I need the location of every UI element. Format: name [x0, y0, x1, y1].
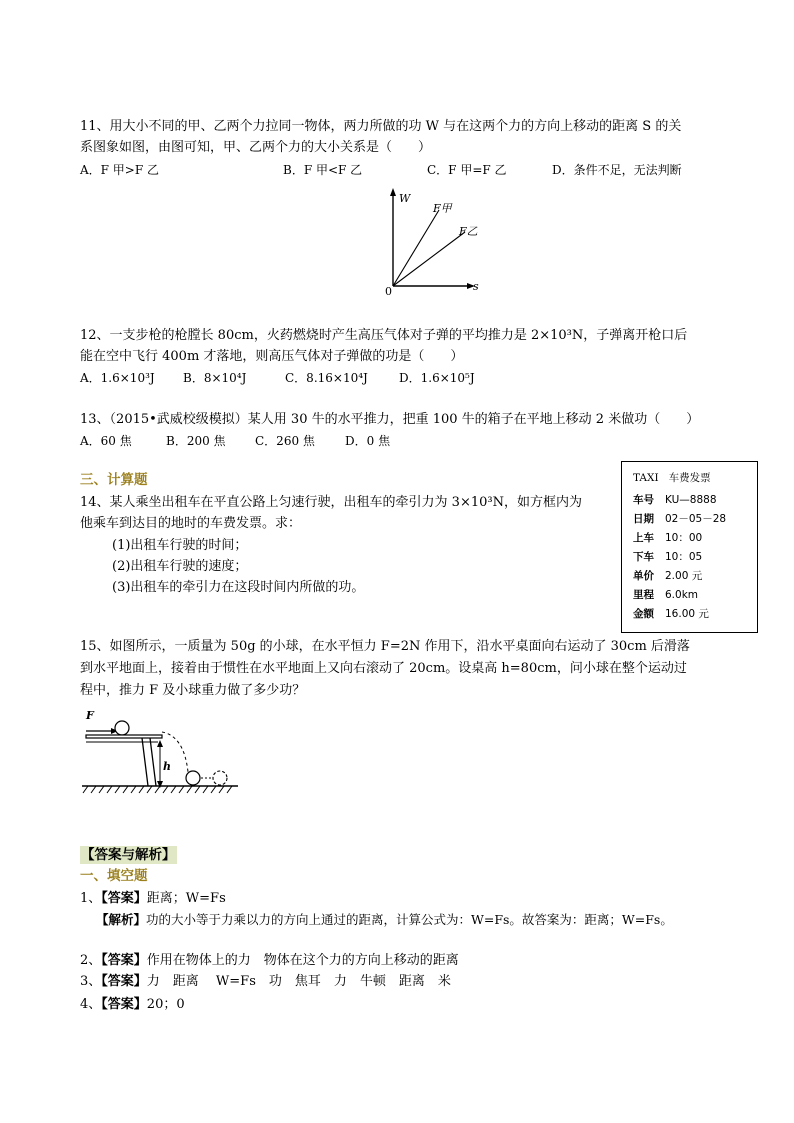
taxi-row-mileage: 里程 6.0km	[633, 589, 699, 601]
answer-3: 3、【答案】力 距离 W=Fs 功 焦耳 力 牛顿 距离 米	[80, 974, 451, 989]
q14-item-1: (1)出租车行驶的时间；	[112, 538, 248, 553]
force-label: F	[86, 709, 94, 722]
q11-line1: 11、用大小不同的甲、乙两个力拉同一物体，两力所做的功 W 与在这两个力的方向上移动的距离 S 的关	[80, 119, 682, 134]
ball-start	[115, 721, 129, 735]
taxi-row-amount: 金额 16.00 元	[633, 608, 709, 620]
answer-1-explanation: 【解析】功的大小等于力乘以力的方向上通过的距离，计算公式为：W=Fs。故答案为：距离；W=Fs。	[96, 912, 673, 927]
taxi-row-alight: 下车 10：05	[633, 551, 703, 563]
graph-y-label: W	[399, 192, 411, 205]
ball-end	[213, 771, 227, 785]
table-top	[86, 735, 162, 738]
taxi-receipt	[621, 461, 758, 633]
section-calculation-heading: 三、计算题	[80, 472, 148, 488]
q14-line2: 他乘车到达目的地时的车费发票。求：	[80, 516, 302, 531]
graph-label-jia: F甲	[433, 202, 452, 215]
q15-line1: 15、如图所示，一质量为 50g 的小球，在水平恒力 F=2N 作用下，沿水平桌面向右运动了 30cm 后滑落	[80, 639, 690, 654]
q15-line2: 到水平地面上，接着由于惯性在水平地面上又向右滚动了 20cm。设桌高 h=80cm，问小球在整个运动过	[80, 661, 687, 676]
q14-item-3: (3)出租车的牵引力在这段时间内所做的功。	[112, 580, 365, 595]
answers-section1: 一、填空题	[80, 868, 148, 884]
answer-4: 4、【答案】20；0	[80, 997, 185, 1012]
q13-line1: 13、（2015•武威校级模拟）某人用 30 牛的水平推力，把重 100 牛的箱子在平地上移动 2 米做功（ ）	[80, 412, 700, 427]
line-f-yi	[393, 232, 465, 286]
taxi-row-car-no: 车号 KU—8888	[633, 494, 717, 506]
q12-option-d: D．1.6×10⁵J	[399, 371, 475, 385]
graph-label-yi: F乙	[459, 225, 478, 238]
answer-2: 2、【答案】作用在物体上的力 物体在这个力的方向上移动的距离	[80, 953, 459, 968]
taxi-receipt-title: TAXI 车费发票	[633, 472, 711, 484]
q13-option-d: D．0 焦	[345, 434, 391, 448]
ball-table-figure	[80, 706, 240, 800]
q14-item-2: (2)出租车行驶的速度；	[112, 559, 248, 574]
graph-origin: 0	[385, 285, 392, 298]
taxi-row-unit-price: 单价 2.00 元	[633, 570, 703, 582]
graph-x-label: s	[473, 280, 479, 293]
taxi-row-date: 日期 02－05－28	[633, 513, 727, 525]
taxi-row-board: 上车 10：00	[633, 532, 703, 544]
q15-line3: 程中，推力 F 及小球重力做了多少功？	[80, 683, 306, 698]
answer-1: 1、【答案】距离；W=Fs	[80, 891, 226, 906]
q11-option-a: A．F 甲>F 乙	[80, 163, 160, 177]
q12-line2: 能在空中飞行 400m 才落地，则高压气体对子弹做的功是（ ）	[80, 349, 464, 364]
work-distance-graph	[375, 186, 490, 298]
q12-option-b: B．8×10⁴J	[183, 371, 247, 385]
q13-option-b: B．200 焦	[166, 434, 226, 448]
line-f-jia	[393, 210, 439, 286]
height-label: h	[163, 760, 171, 773]
q14-line1: 14、某人乘坐出租车在平直公路上匀速行驶，出租车的牵引力为 3×10³N，如方框内为	[80, 495, 582, 510]
q12-option-a: A．1.6×10³J	[80, 371, 155, 385]
q11-option-c: C．F 甲=F 乙	[427, 163, 507, 177]
q12-option-c: C．8.16×10⁴J	[285, 371, 368, 385]
q11-line2: 系图象如图，由图可知，甲、乙两个力的大小关系是（ ）	[80, 140, 432, 155]
q11-option-b: B．F 甲<F 乙	[283, 163, 363, 177]
q11-option-d: D．条件不足，无法判断	[552, 163, 682, 177]
q13-option-c: C．260 焦	[255, 434, 315, 448]
q13-option-a: A．60 焦	[80, 434, 132, 448]
ball-landing	[186, 771, 200, 785]
q12-line1: 12、一支步枪的枪膛长 80cm，火药燃烧时产生高压气体对子弹的平均推力是 2×10³N，子弹离开枪口后	[80, 328, 688, 343]
answers-heading: 【答案与解析】	[81, 847, 176, 863]
